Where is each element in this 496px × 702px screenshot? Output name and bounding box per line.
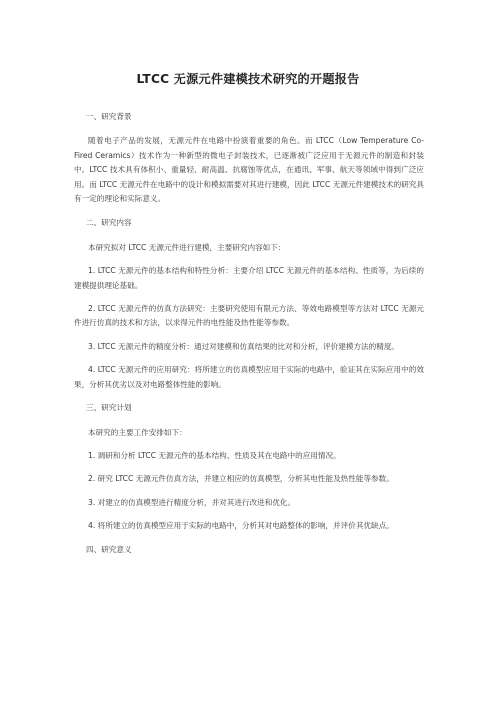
document-body xyxy=(74,110,424,567)
paragraph-plan-intro: 本研究的主要工作安排如下： xyxy=(88,427,187,437)
paragraph-plan-item-4: 4. 将所建立的仿真模型应用于实际的电路中，分析其对电路整体的影响，并评价其优缺点。 xyxy=(88,521,394,531)
paragraph-content-item-1: 1. LTCC 无源元件的基本结构和特性分析：主要介绍 LTCC 无源元件的基本结构、性质等，为后续的建模提供理论基础。 xyxy=(74,266,424,290)
paragraph-plan-item-2: 2. 研究 LTCC 无源元件仿真方法，并建立相应的仿真模型，分析其电性能及热性能等参数。 xyxy=(88,474,394,484)
paragraph-content-intro: 本研究拟对 LTCC 无源元件进行建模，主要研究内容如下： xyxy=(88,242,286,252)
paragraph-plan-item-3: 3. 对建立的仿真模型进行精度分析，并对其进行改进和优化。 xyxy=(88,497,296,507)
paragraph-content-item-3: 3. LTCC 无源元件的精度分析：通过对建模和仿真结果的比对和分析，评价建模方法的精度。 xyxy=(88,341,400,351)
section-heading-content: 二、研究内容 xyxy=(86,218,132,228)
paragraph-plan-item-1: 1. 调研和分析 LTCC 无源元件的基本结构、性质及其在电路中的应用情况。 xyxy=(88,450,341,460)
section-heading-background: 一、研究背景 xyxy=(86,112,132,121)
paragraph-content-item-2: 2. LTCC 无源元件的仿真方法研究：主要研究使用有限元方法、等效电路模型等方法对 LTCC 无源元件进行仿真的技术和方法，以求得元件的电性能及热性能等参数。 xyxy=(74,304,424,328)
section-heading-significance: 四、研究意义 xyxy=(86,544,132,554)
paragraph-background: 随着电子产品的发展，无源元件在电路中扮演着重要的角色。而 LTCC（Low Temperature Co-Fired Ceramics）技术作为一种新型的微电子封装技术，已逐渐被广泛应用于无源元件的制造和封装中。LTCC 技术具有体积小、重量轻、耐高温、抗腐蚀等优点，在通讯、军事、航天等领域中得到广泛应用。而 LTCC 无源元件在电路中的设计和模拟需要对其进行建模，因此 LTCC 无源元件建模技术的研究具有一定的理论和实际意义。 xyxy=(74,136,424,204)
paragraph-content-item-4: 4. LTCC 无源元件的应用研究：将所建立的仿真模型应用于实际的电路中，验证其在实际应用中的效果，分析其优劣以及对电路整体性能的影响。 xyxy=(74,365,424,389)
section-heading-plan: 三、研究计划 xyxy=(86,403,132,413)
document-title: LTCC 无源元件建模技术研究的开题报告 xyxy=(136,72,360,86)
